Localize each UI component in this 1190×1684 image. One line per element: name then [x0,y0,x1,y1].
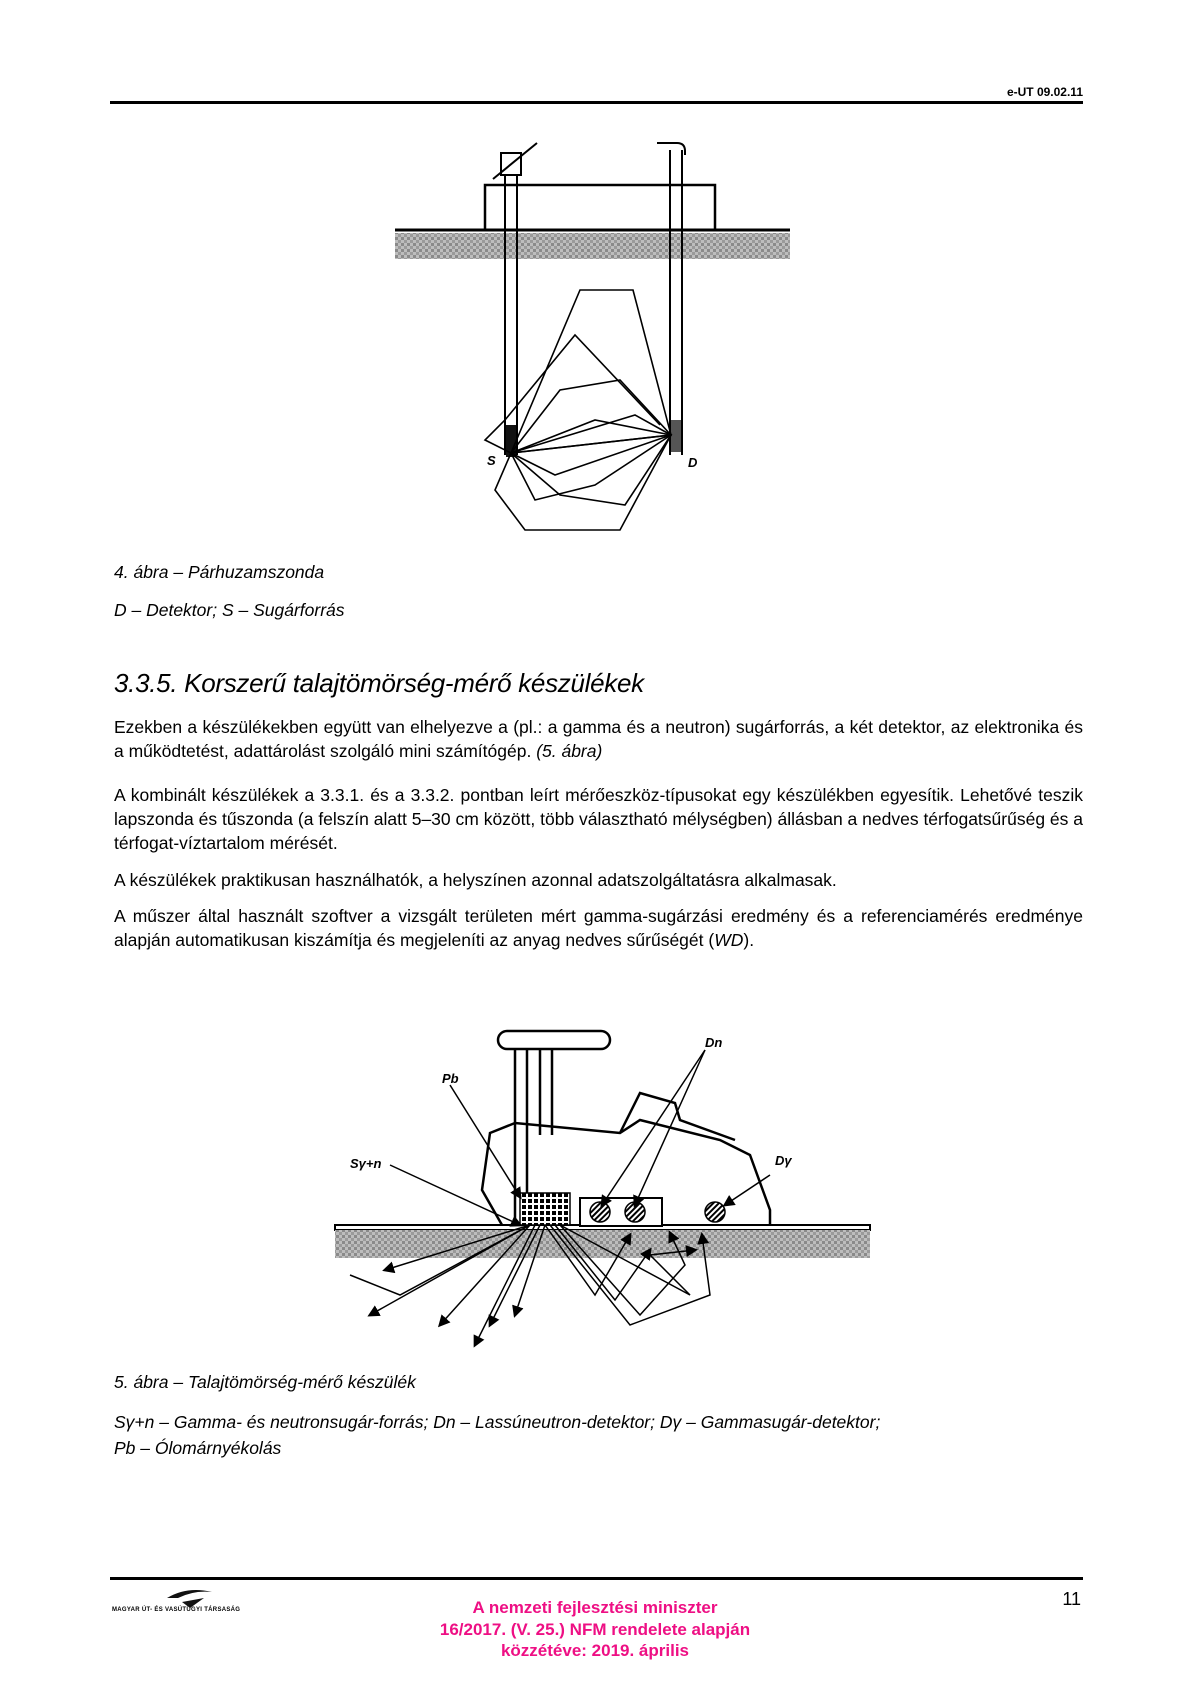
figure-5-legend-line-2: Pb – Ólomárnyékolás [114,1438,282,1458]
label-source: S [487,453,496,468]
label-lead-shield: Pb [442,1071,459,1086]
label-detector: D [688,455,698,470]
paragraph-4: A műszer által használt szoftver a vizsgált területen mért gamma-sugárzási eredmény és a referenciamérés eredménye alapján automatikusan kiszámítja és megjeleníti az anyag nedves sűrűségét (WD). [114,906,1083,950]
notice-line-2: 16/2017. (V. 25.) NFM rendelete alapján [439,1619,751,1639]
label-neutron-detector: Dn [705,1035,723,1050]
figure-4-caption: 4. ábra – Párhuzamszonda [114,562,325,582]
logo-text: MAGYAR ÚT- ÉS VASÚTÜGYI TÁRSASÁG [112,1607,241,1613]
figure-5-density-gauge [330,1025,875,1350]
publication-notice [0,1597,1190,1662]
paragraph-4-text: A műszer által használt szoftver a vizsgált területen mért gamma-sugárzási eredmény és a referenciamérés eredménye alapján automatikusan kiszámítja és megjeleníti az anyag nedves sűrűségét [114,906,1083,950]
figure-5-reference: (5. ábra) [536,741,603,761]
paragraph-1 [114,715,1083,763]
footer-rule [110,1577,1083,1580]
label-gamma-detector: Dγ [775,1153,792,1168]
figure-4-legend: D – Detektor; S – Sugárforrás [114,600,345,620]
notice-line-3: közzétéve: 2019. április [500,1641,690,1660]
figure-5-legend-line-1: Sγ+n – Gamma- és neutronsugár-forrás; Dn – Lassúneutron-detektor; Dγ – Gammasugár-detektor; [114,1412,881,1432]
figure-4-parallel-probe [395,135,795,540]
wd-symbol: WD [714,930,744,950]
page-number: 11 [1062,1589,1081,1609]
section-title: 3.3.5. Korszerű talajtömörség-mérő készülékek [114,668,644,698]
label-source: Sγ+n [350,1156,382,1171]
paragraph-2: A kombinált készülékek a 3.3.1. és a 3.3.2. pontban leírt mérőeszköz-típusokat egy készülékben egyesítik. Lehetővé teszik lapszonda és tűszonda (a felszín alatt 5–30 cm között, több választható mélységben) állásban a nedves térfogatsűrűség és a térfogat-víztartalom mérését. [114,785,1083,853]
document-code: e-UT 09.02.11 [1006,85,1083,99]
figure-5-caption: 5. ábra – Talajtömörség-mérő készülék [114,1372,416,1392]
paragraph-3: A készülékek praktikusan használhatók, a helyszínen azonnal adatszolgáltatásra alkalmasak. [114,870,837,890]
header-rule [110,101,1083,104]
notice-line-1: A nemzeti fejlesztési miniszter [472,1598,718,1617]
paragraph-1-text: Ezekben a készülékekben együtt van elhelyezve a (pl.: a gamma és a neutron) sugárforrás, a két detektor, az elektronika és a működtetést, adattárolást szolgáló mini számítógép. [114,717,1083,761]
